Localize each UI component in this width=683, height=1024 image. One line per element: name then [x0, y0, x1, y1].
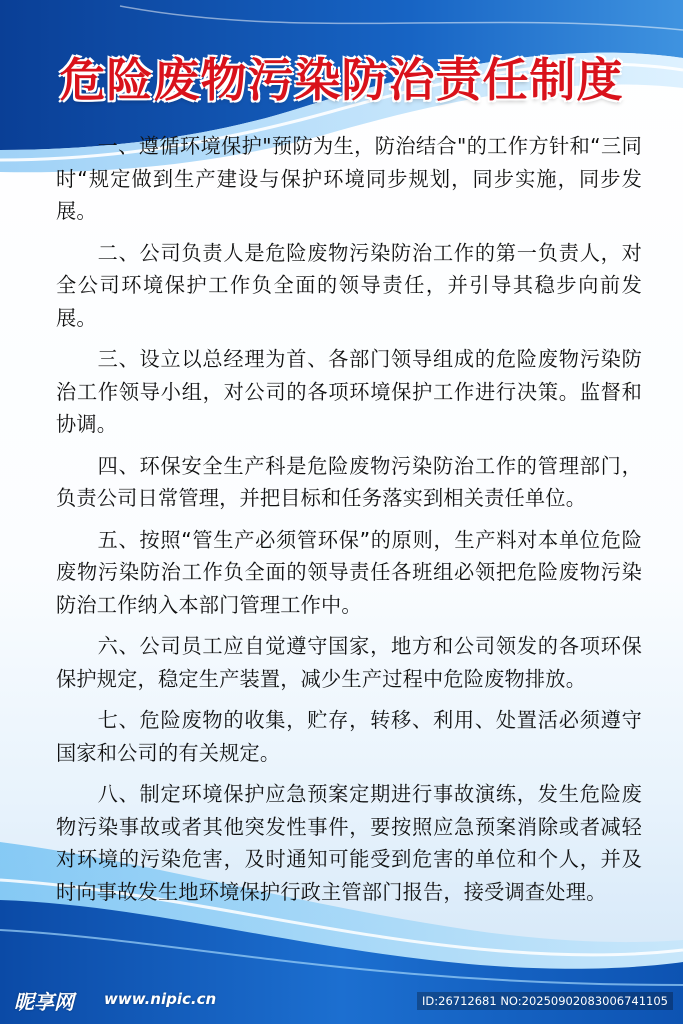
paragraph-5: 五、按照“管生产必须管环保”的原则，生产料对本单位危险废物污染防治工作负全面的领导责任各班组必领把危险废物污染防治工作纳入本部门管理工作中。 [56, 527, 642, 617]
paragraph-3: 三、设立以总经理为首、各部门领导组成的危险废物污染防治工作领导小组，对公司的各项环境保护工作进行决策。监督和协调。 [56, 347, 642, 436]
paragraph-6: 六、公司员工应自觉遵守国家，地方和公司领发的各项环保保护规定，稳定生产装置，减少生产过程中危险废物排放。 [56, 634, 642, 691]
paragraph-8: 八、制定环境保护应急预案定期进行事故演练，发生危险废物污染事故或者其他突发性事件，要按照应急预案消除或者减轻对环境的污染危害，及时通知可能受到危害的单位和个人，并及时向事故发生地环境保护行政主管部门报告，接受调查处理。 [56, 782, 642, 904]
paragraph-2: 二、公司负责人是危险废物污染防治工作的第一负责人，对全公司环境保护工作负全面的领导责任，并引导其稳步向前发展。 [56, 240, 642, 330]
watermark-logo: 昵享网 [14, 990, 74, 1014]
watermark-id: ID:26712681 NO:20250902083006741105 [417, 992, 673, 1010]
content-body [56, 130, 642, 917]
paragraph-1: 一、遵循环境保护"预防为生，防治结合"的工作方针和“三同时“规定做到生产建设与保护环境同步规划，同步实施，同步发展。 [56, 134, 642, 223]
paragraph-7: 七、危险废物的收集，贮存，转移、利用、处置活必须遵守国家和公司的有关规定。 [56, 708, 642, 765]
paragraph-4: 四、环保安全生产科是危险废物污染防治工作的管理部门，负责公司日常管理，并把目标和任务落实到相关责任单位。 [56, 453, 642, 510]
poster-title: 危险废物污染防治责任制度 [59, 53, 624, 107]
watermark-url: www.nipic.cn [104, 990, 217, 1008]
